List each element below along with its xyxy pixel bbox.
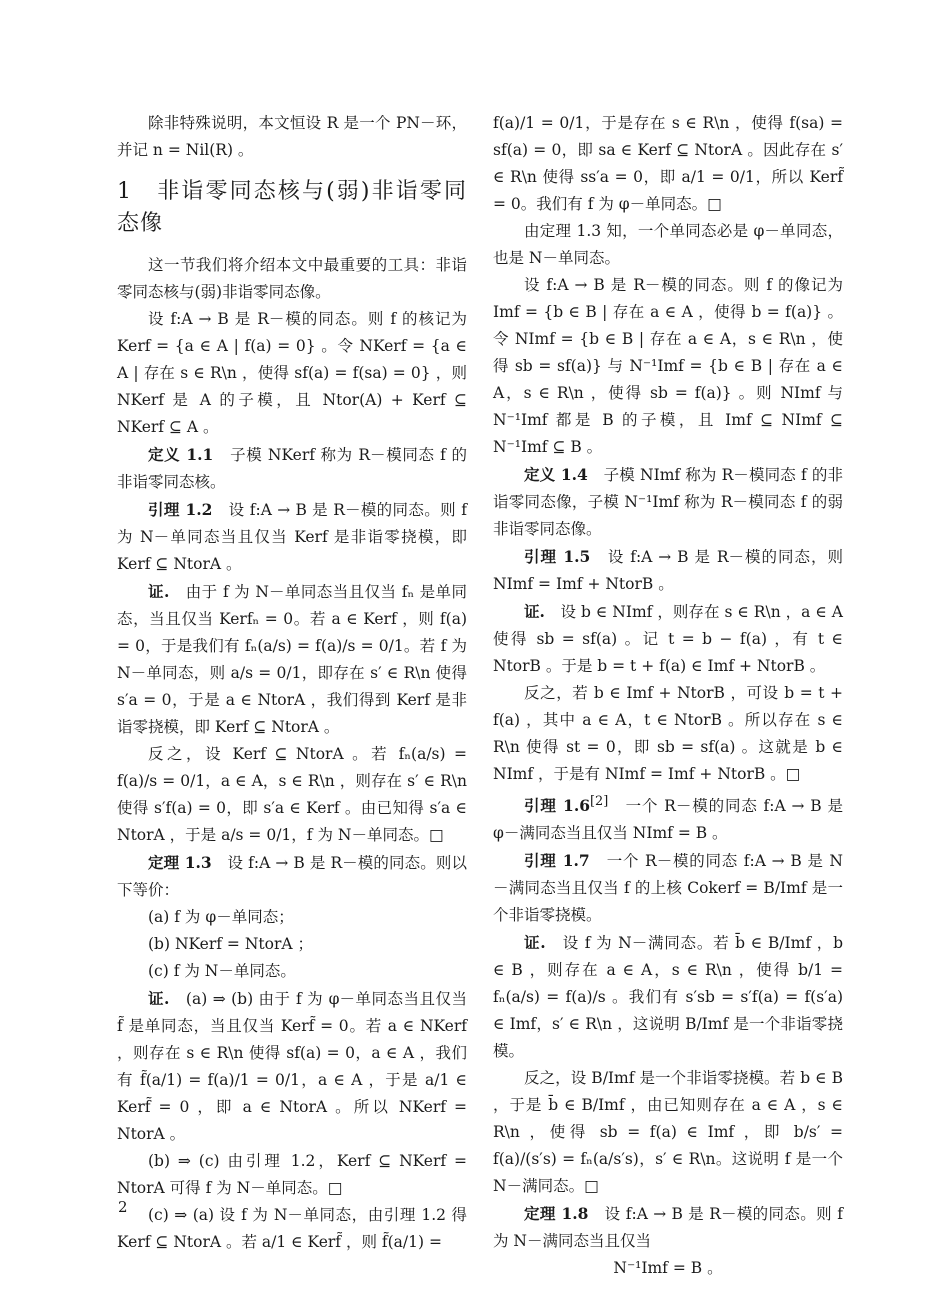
right-column — [493, 110, 843, 1282]
theorem-label: 定理 1.8 — [524, 1204, 589, 1224]
proof-1-2-part-b: 反之，设 Kerf ⊆ NtorA 。若 fₙ(a/s) = f(a)/s = 0/1，a ∈ A，s ∈ R\n ，则存在 s′ ∈ R\n 使得 s′f(a) = 0，即 s′a ∈ Kerf 。由已知得 s′a ∈ NtorA ，于是 a/s = 0/1，f 为 N－单同态。□ — [117, 745, 467, 844]
definition-1-1 — [117, 441, 467, 496]
lemma-label: 引理 1.5 — [524, 547, 591, 566]
lemma-label: 引理 1.2 — [148, 500, 213, 519]
definition-1-4 — [493, 461, 843, 543]
lemma-label: 引理 1.6 — [524, 796, 591, 816]
proof-1-3-c-to-a: (c) ⇒ (a) 设 f 为 N－单同态，由引理 1.2 得 Kerf ⊆ NtorA 。若 a/1 ∈ Kerf̃ ，则 f̃(a/1) = — [117, 1206, 467, 1251]
proof-1-2-part-a — [117, 578, 467, 741]
lemma-1-5 — [493, 543, 843, 598]
theorem-1-3 — [117, 849, 467, 904]
proof-1-7-part-a — [493, 929, 843, 1065]
proof-1-5-part-b: 反之，若 b ∈ Imf + NtorB ，可设 b = t + f(a) ，其中 a ∈ A，t ∈ NtorB 。所以存在 s ∈ R\n 使得 st = 0，即 sb = sf(a) 。这就是 b ∈ NImf ，于是有 NImf = Imf + NtorB 。□ — [493, 684, 843, 783]
theorem-text: 设 f:A → B 是 R－模的同态。则以下等价： — [117, 854, 467, 899]
theorem-item-b: (b) NKerf = NtorA ； — [148, 935, 313, 953]
proof-1-5-part-a — [493, 598, 843, 680]
proof-label: 证. — [524, 602, 545, 621]
theorem-label: 定理 1.3 — [148, 853, 212, 872]
theorem-1-8 — [493, 1200, 843, 1255]
section-intro-paragraph: 这一节我们将介绍本文中最重要的工具：非诣零同态核与(弱)非诣零同态像。 — [117, 256, 467, 301]
definition-text: 子模 NKerf 称为 R－模同态 f 的非诣零同态核。 — [117, 446, 467, 491]
lemma-1-7 — [493, 847, 843, 929]
lemma-label: 引理 1.7 — [524, 851, 590, 871]
page-number: 2 — [118, 1198, 128, 1216]
section-heading: 1 非诣零同态核与(弱)非诣零同态像 — [117, 179, 467, 236]
proof-label: 证. — [524, 933, 546, 953]
proof-label: 证. — [148, 582, 170, 601]
proof-1-3-b-to-c: (b) ⇒ (c) 由引理 1.2，Kerf ⊆ NKerf = NtorA 可得 f 为 N－单同态。□ — [117, 1152, 467, 1197]
left-column — [117, 110, 467, 1256]
proof-1-3-a-to-b — [117, 985, 467, 1148]
image-setup-paragraph: 设 f:A → B 是 R－模的同态。则 f 的像记为 Imf = {b ∈ B | 存在 a ∈ A ，使得 b = f(a)} 。令 NImf = {b ∈ B | 存在 a ∈ A，s ∈ R\n ，使得 sb = sf(a)} 与 N⁻¹Imf = {b ∈ B | 存在 a ∈ A，s ∈ R\n ，使得 sb = f(a)} 。则 NImf 与 N⁻¹Imf 都是 B 的子模，且 Imf ⊆ NImf ⊆ N⁻¹Imf ⊆ B 。 — [493, 276, 843, 456]
intro-paragraph: 除非特殊说明，本文恒设 R 是一个 PN－环，并记 n = Nil(R) 。 — [117, 114, 467, 159]
proof-text: 设 f 为 N－满同态。若 b̄ ∈ B/Imf ，b ∈ B ，则存在 a ∈ A，s ∈ R\n ，使得 b/1 = fₙ(a/s) = f(a)/s 。我们有 s′sb = s′f(a) = f(s′a) ∈ Imf，s′ ∈ R\n ，这说明 B/Imf 是一个非诣零挠模。 — [493, 934, 843, 1061]
lemma-1-2 — [117, 496, 467, 578]
proof-label: 证. — [148, 989, 170, 1008]
proof-text: 设 b ∈ NImf ，则存在 s ∈ R\n ，a ∈ A 使得 sb = sf(a) 。记 t = b − f(a) ，有 t ∈ NtorB 。于是 b = t + f(a) ∈ Imf + NtorB 。 — [493, 603, 843, 675]
lemma-text: 一个 R－模的同态 f:A → B 是 φ－满同态当且仅当 NImf = B 。 — [493, 797, 843, 843]
proof-1-7-part-b: 反之，设 B/Imf 是一个非诣零挠模。若 b ∈ B ，于是 b̄ ∈ B/Imf ，由已知则存在 a ∈ A ，s ∈ R\n ，使得 sb = f(a) ∈ Imf ，即 b/s′ = f(a)/(s′s) = fₙ(a/s′s)，s′ ∈ R\n。这说明 f 是一个 N－满同态。□ — [493, 1069, 843, 1196]
lemma-1-6 — [493, 788, 843, 847]
definition-label: 定义 1.4 — [524, 465, 588, 484]
definition-text: 子模 NImf 称为 R－模同态 f 的非诣零同态像，子模 N⁻¹Imf 称为 R－模同态 f 的弱非诣零同态像。 — [493, 466, 843, 538]
proof-1-3-continued: f(a)/1 = 0/1，于是存在 s ∈ R\n ，使得 f(sa) = sf(a) = 0，即 sa ∈ Kerf ⊆ NtorA 。因此存在 s′ ∈ R\n 使得 ss′a = 0，即 a/1 = 0/1，所以 Kerf̃ = 0。我们有 f 为 φ－单同态。□ — [493, 114, 843, 213]
theorem-text: 设 f:A → B 是 R－模的同态。则 f 为 N－满同态当且仅当 — [493, 1205, 843, 1251]
lemma-text: 一个 R－模的同态 f:A → B 是 N－满同态当且仅当 f 的上核 Cokerf = B/Imf 是一个非诣零挠模。 — [493, 852, 843, 925]
kernel-setup-paragraph: 设 f:A → B 是 R－模的同态。则 f 的核记为 Kerf = {a ∈ A | f(a) = 0} 。令 NKerf = {a ∈ A | 存在 s ∈ R\n ，使得 sf(a) = f(sa) = 0} ，则 NKerf 是 A 的子模，且 Ntor(A) + Kerf ⊆ NKerf ⊆ A 。 — [117, 310, 467, 436]
proof-text: (a) ⇒ (b) 由于 f 为 φ－单同态当且仅当 f̃ 是单同态，当且仅当 Kerf̃ = 0。若 a ∈ NKerf ，则存在 s ∈ R\n 使得 sf(a) = 0，a ∈ A ，我们有 f̃(a/1) = f(a)/1 = 0/1，a ∈ A ，于是 a/1 ∈ Kerf̃ = 0 ，即 a ∈ NtorA 。所以 NKerf = NtorA 。 — [117, 990, 467, 1143]
definition-label: 定义 1.1 — [148, 445, 214, 464]
theorem-item-c: (c) f 为 N－单同态。 — [148, 962, 296, 980]
proof-text: 由于 f 为 N－单同态当且仅当 fₙ 是单同态，当且仅当 Kerfₙ = 0。若 a ∈ Kerf ，则 f(a) = 0，于是我们有 fₙ(a/s) = f(a)/s = 0/1。若 f 为 N－单同态，则 a/s = 0/1，即存在 s′ ∈ R\n 使得 s′a = 0，于是 a ∈ NtorA ，我们得到 Kerf 是非诣零挠模，即 Kerf ⊆ NtorA 。 — [117, 583, 467, 736]
lemma-text: 设 f:A → B 是 R－模的同态，则 NImf = Imf + NtorB 。 — [493, 548, 843, 593]
theorem-1-8-formula: N⁻¹Imf = B 。 — [613, 1259, 723, 1278]
remark-after-theorem-1-3: 由定理 1.3 知，一个单同态必是 φ－单同态，也是 N－单同态。 — [493, 222, 843, 267]
citation-ref: [2] — [590, 794, 609, 809]
theorem-item-a: (a) f 为 φ－单同态； — [148, 908, 294, 926]
lemma-text: 设 f:A → B 是 R－模的同态。则 f 为 N－单同态当且仅当 Kerf 是非诣零挠模，即 Kerf ⊆ NtorA 。 — [117, 501, 467, 573]
